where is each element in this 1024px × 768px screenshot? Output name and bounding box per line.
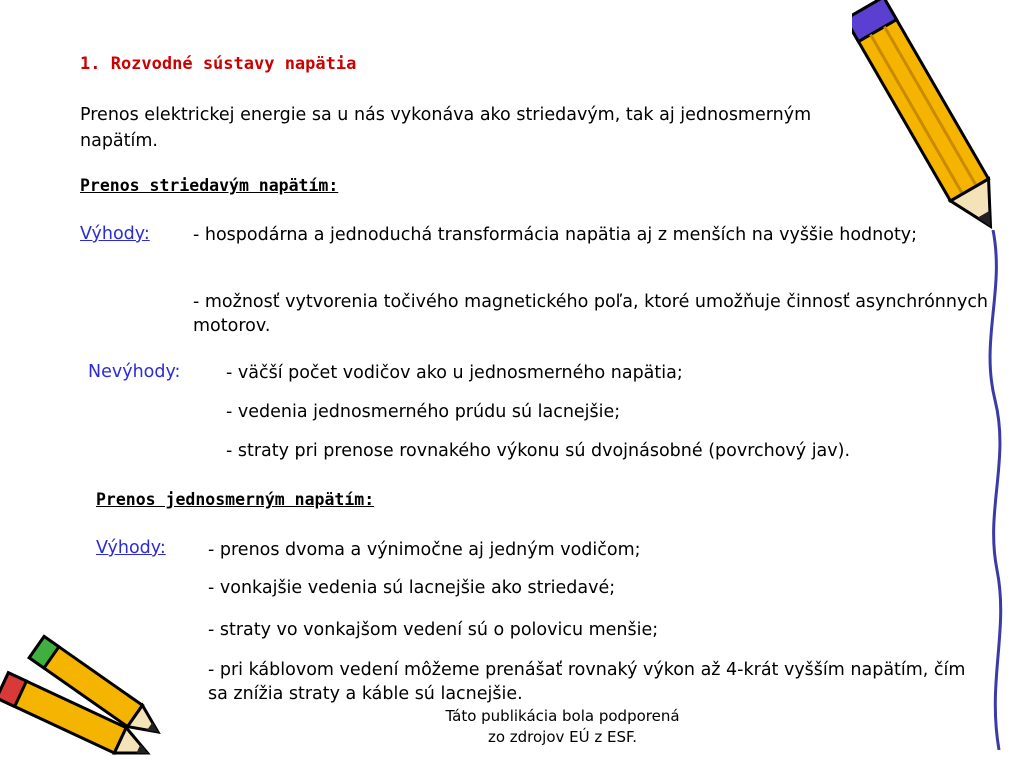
pencil-top-right-icon — [852, 0, 1012, 250]
intro-paragraph: Prenos elektrickej energie sa u nás vykonáva ako striedavým, tak aj jednosmerným napätím. — [80, 105, 812, 151]
list-item: - väčší počet vodičov ako u jednosmerného napätia; — [226, 363, 683, 383]
footer-line-1: Táto publikácia bola podporená — [445, 707, 680, 725]
list-item: - vonkajšie vedenia sú lacnejšie ako striedavé; — [208, 578, 616, 598]
ac-disadvantages-label: Nevýhody: — [88, 362, 181, 382]
pencils-bottom-left-icon — [0, 618, 180, 768]
dc-heading: Prenos jednosmerným napätím: — [96, 490, 375, 509]
footer-note — [405, 706, 720, 748]
dc-advantages-label[interactable]: Výhody: — [96, 538, 166, 558]
ac-heading: Prenos striedavým napätím: — [80, 176, 339, 195]
list-item: - hospodárna a jednoduchá transformácia napätia aj z menších na vyššie hodnoty; — [193, 225, 918, 245]
list-item: - možnosť vytvorenia točivého magnetického poľa, ktoré umožňuje činnosť asynchrónnych motorov. — [193, 292, 989, 336]
list-item: - vedenia jednosmerného prúdu sú lacnejšie; — [226, 402, 621, 422]
list-item: - straty vo vonkajšom vedení sú o polovicu menšie; — [208, 620, 659, 640]
list-item: - pri káblovom vedení môžeme prenášať rovnaký výkon až 4-krát vyšším napätím, čím sa znížia straty a káble sú lacnejšie. — [208, 660, 966, 704]
list-item: - straty pri prenose rovnakého výkonu sú dvojnásobné (povrchový jav). — [226, 441, 851, 461]
footer-line-2: zo zdrojov EÚ z ESF. — [487, 728, 638, 746]
page-title: 1. Rozvodné sústavy napätia — [80, 54, 357, 74]
list-item: - prenos dvoma a výnimočne aj jedným vodičom; — [208, 540, 641, 560]
ac-advantages-label[interactable]: Výhody: — [80, 224, 150, 244]
